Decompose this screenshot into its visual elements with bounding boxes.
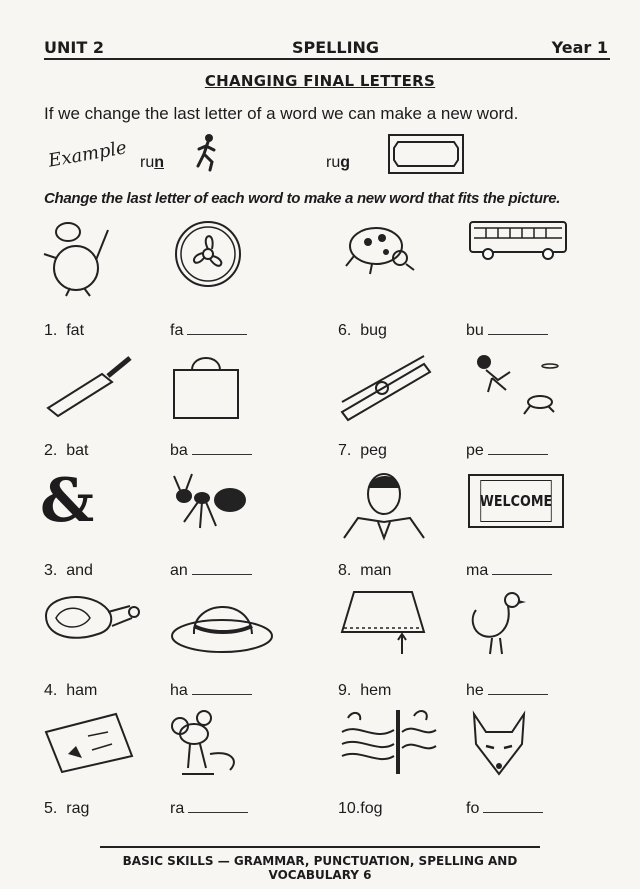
item-5-word: 5. rag	[44, 800, 90, 817]
item-6-blank[interactable]	[488, 322, 548, 335]
item-9-blank[interactable]	[488, 682, 548, 695]
item-1-blank[interactable]	[187, 322, 247, 335]
rag-icon	[42, 710, 134, 776]
instruction-text: Change the last letter of each word to make a new word that fits the picture.	[44, 190, 561, 207]
example-word-run: run	[140, 154, 165, 171]
ladybug-icon	[342, 218, 418, 278]
item-6-word: 6. bug	[338, 322, 387, 339]
item-1-answer: fa	[170, 322, 247, 340]
girl-dog-playing-icon	[468, 350, 564, 422]
item-1-word: 1. fat	[44, 322, 85, 339]
ant-icon	[170, 472, 252, 536]
item-8-answer: ma	[466, 562, 552, 580]
fog-wind-icon	[338, 708, 438, 778]
hen-icon	[468, 588, 528, 660]
item-4-word: 4. ham	[44, 682, 98, 699]
welcome-text: WELCOME	[480, 480, 551, 522]
item-10-word: 10.fog	[338, 800, 383, 817]
fox-icon	[468, 710, 530, 778]
example-word-rug: rug	[326, 154, 351, 171]
running-figure-icon	[194, 132, 220, 172]
item-7-answer: pe	[466, 442, 548, 460]
fan-icon	[174, 220, 242, 288]
item-7-blank[interactable]	[488, 442, 548, 455]
ampersand-icon: &	[40, 466, 95, 536]
bus-icon	[468, 220, 570, 264]
ham-icon	[42, 588, 142, 644]
item-3-answer: an	[170, 562, 252, 580]
item-10-blank[interactable]	[483, 800, 543, 813]
year-label: Year 1	[551, 38, 608, 57]
page-title: CHANGING FINAL LETTERS	[204, 72, 436, 90]
item-4-blank[interactable]	[192, 682, 252, 695]
example-label: Example	[46, 137, 129, 172]
welcome-sign	[468, 474, 564, 528]
fat-man-icon	[42, 218, 114, 296]
item-3-blank[interactable]	[192, 562, 252, 575]
clothes-peg-icon	[338, 352, 434, 422]
rat-icon	[170, 710, 246, 778]
page-header	[44, 36, 610, 60]
item-5-answer: ra	[170, 800, 248, 818]
item-4-answer: ha	[170, 682, 252, 700]
rug-icon	[388, 134, 464, 174]
item-2-word: 2. bat	[44, 442, 89, 459]
intro-text: If we change the last letter of a word we can make a new word.	[44, 104, 519, 123]
item-9-answer: he	[466, 682, 548, 700]
item-8-blank[interactable]	[492, 562, 552, 575]
skirt-hem-icon	[338, 588, 428, 658]
item-6-answer: bu	[466, 322, 548, 340]
cricket-bat-icon	[42, 350, 136, 420]
subject-label: SPELLING	[292, 38, 380, 57]
unit-label: UNIT 2	[44, 38, 104, 57]
item-10-answer: fo	[466, 800, 543, 818]
bag-icon	[170, 352, 242, 422]
page-footer: BASIC SKILLS — GRAMMAR, PUNCTUATION, SPELLING AND VOCABULARY 6	[100, 846, 540, 882]
item-2-blank[interactable]	[192, 442, 252, 455]
item-3-word: 3. and	[44, 562, 93, 579]
man-portrait-icon	[338, 470, 428, 540]
hat-icon	[170, 590, 274, 654]
item-7-word: 7. peg	[338, 442, 387, 459]
item-8-word: 8. man	[338, 562, 392, 579]
item-5-blank[interactable]	[188, 800, 248, 813]
item-2-answer: ba	[170, 442, 252, 460]
item-9-word: 9. hem	[338, 682, 392, 699]
